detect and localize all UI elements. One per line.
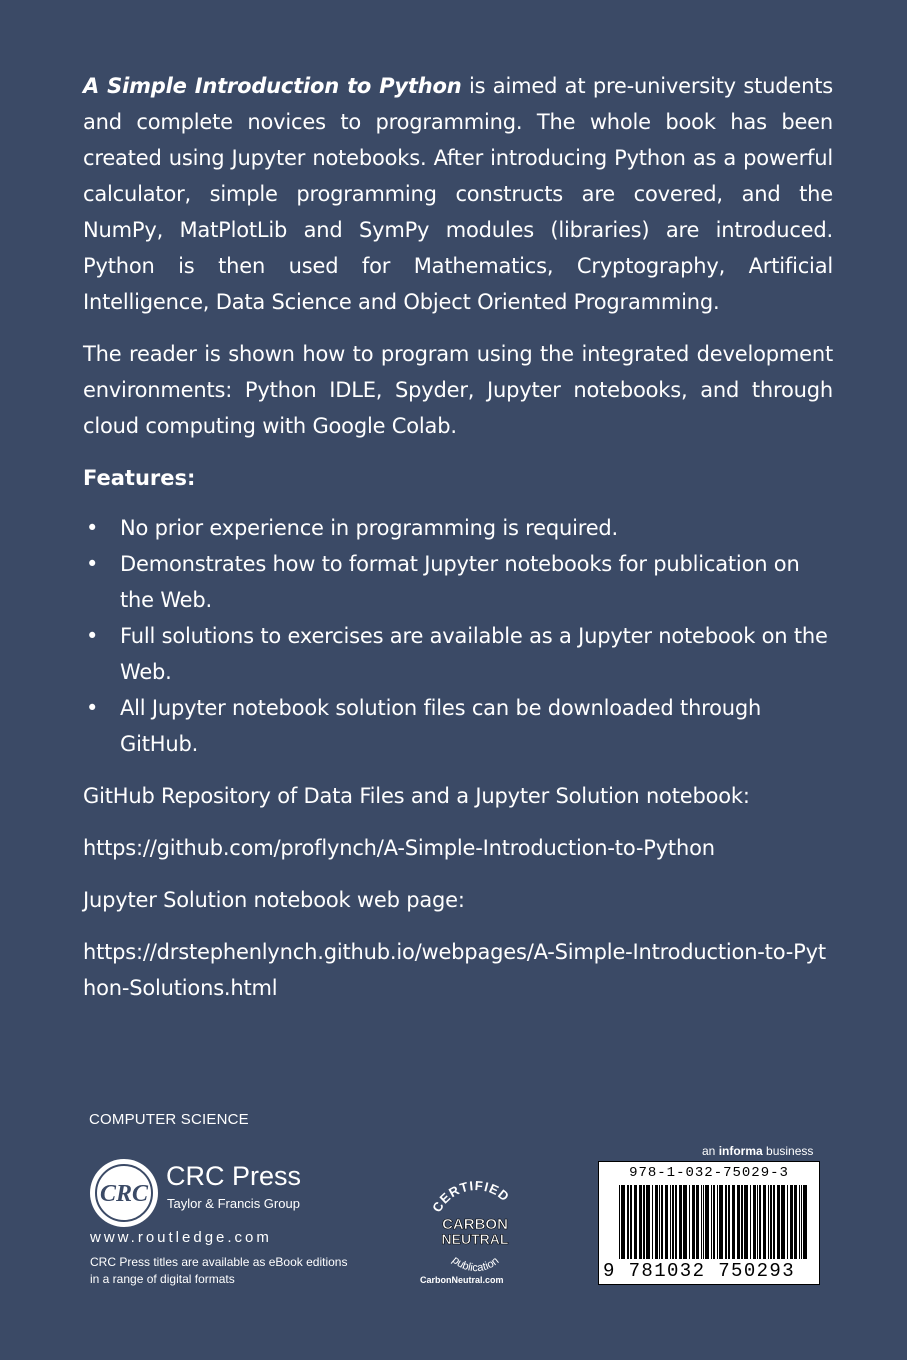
barcode-bar	[672, 1185, 674, 1259]
carbon-word: CARBON	[442, 1216, 508, 1233]
barcode-bar	[790, 1185, 793, 1259]
barcode-bar	[639, 1185, 642, 1259]
barcode-bar	[741, 1185, 743, 1259]
barcode-bar	[757, 1185, 758, 1259]
barcode-bar	[655, 1185, 658, 1259]
carbon-neutral-site: CarbonNeutral.com	[420, 1275, 504, 1285]
barcode-bar	[719, 1185, 723, 1259]
barcode-bar	[683, 1185, 687, 1259]
barcode-bar	[689, 1185, 690, 1259]
barcode-bar	[763, 1185, 766, 1259]
crc-logo-text: CRC	[99, 1181, 149, 1207]
barcode-bar	[777, 1185, 780, 1259]
features-list	[83, 510, 833, 762]
subject-category: COMPUTER SCIENCE	[89, 1111, 249, 1128]
barcode-bar	[750, 1185, 751, 1259]
barcode-bar	[713, 1185, 715, 1259]
informa-prefix: an	[702, 1144, 719, 1158]
carbon-certified-text: CERTIFIED	[429, 1177, 513, 1215]
barcode-bar	[728, 1185, 730, 1259]
barcode-bar	[803, 1185, 807, 1259]
feature-item: • Full solutions to exercises are available as a Jupyter notebook on the Web.	[83, 618, 833, 690]
barcode-bar	[781, 1185, 785, 1259]
description-text: is aimed at pre-university students and complete novices to programming. The whole book has been created using Jupyter notebooks. After introducing Python as a powerful calculator, simple programming constructs are covered, and the NumPy, MatPlotLib and SymPy modules (libraries) are introduced. Python is then used for Mathematics, Cryptography, Artificial Intelligence, Data Science and Object Oriented Programming.	[83, 74, 833, 314]
barcode-bar	[801, 1185, 802, 1259]
svg-text:CERTIFIED	[429, 1178, 513, 1215]
barcode-bar	[732, 1185, 735, 1259]
barcode-bar	[705, 1185, 709, 1259]
carbon-publication-text: publication	[449, 1254, 502, 1275]
publisher-name: CRC Press	[166, 1161, 302, 1191]
github-label: GitHub Repository of Data Files and a Jupyter Solution notebook:	[83, 784, 750, 808]
barcode-bar	[753, 1185, 756, 1259]
feature-item: • Demonstrates how to format Jupyter notebooks for publication on the Web.	[83, 546, 833, 618]
carbon-neutral-badge	[415, 1173, 535, 1291]
barcode-bar	[679, 1185, 682, 1259]
barcode-bar	[646, 1185, 650, 1259]
barcode-bar	[701, 1185, 702, 1259]
barcode-bar	[696, 1185, 699, 1259]
publisher-group: Taylor & Francis Group	[167, 1196, 300, 1211]
barcode-bar	[703, 1185, 704, 1259]
barcode-bar	[717, 1185, 718, 1259]
barcode-bar	[794, 1185, 797, 1259]
informa-suffix: business	[762, 1144, 814, 1158]
barcode-bar	[627, 1185, 629, 1259]
barcode-bar	[768, 1185, 769, 1259]
ebook-note: CRC Press titles are available as eBook editions in a range of digital formats	[90, 1255, 348, 1286]
informa-business	[702, 1144, 813, 1158]
barcode-bar	[799, 1185, 800, 1259]
crc-logo	[88, 1157, 160, 1229]
barcode-bar	[621, 1185, 625, 1259]
isbn-barcode-digits: 9 781032 750293	[603, 1260, 796, 1282]
barcode-bar	[619, 1185, 620, 1259]
barcode-bar	[692, 1185, 695, 1259]
barcode-bar	[787, 1185, 788, 1259]
ide-paragraph: The reader is shown how to program using the integrated development environments: Python IDLE, Spyder, Jupyter notebooks, and through cloud computing with Google Colab.	[83, 342, 833, 438]
barcode-bar	[759, 1185, 761, 1259]
features-heading: Features:	[83, 466, 196, 490]
barcode-bars	[619, 1185, 809, 1259]
barcode-bar	[737, 1185, 740, 1259]
github-url: https://github.com/proflynch/A-Simple-Introduction-to-Python	[83, 836, 715, 860]
barcode-bar	[652, 1185, 653, 1259]
barcode-bar	[675, 1185, 677, 1259]
barcode-bar	[665, 1185, 668, 1259]
webpage-url: https://drstephenlynch.github.io/webpages/A-Simple-Introduction-to-Python-Solutions.html	[83, 940, 826, 1000]
neutral-word: NEUTRAL	[441, 1231, 509, 1247]
publisher-website: www.routledge.com	[90, 1229, 272, 1246]
feature-item: • All Jupyter notebook solution files can be downloaded through GitHub.	[83, 690, 833, 762]
barcode-bar	[659, 1185, 660, 1259]
barcode-bar	[725, 1185, 727, 1259]
barcode-bar	[770, 1185, 772, 1259]
barcode-bar	[634, 1185, 637, 1259]
isbn-barcode-box	[598, 1161, 820, 1285]
webpage-label: Jupyter Solution notebook web page:	[83, 888, 465, 912]
feature-item: • No prior experience in programming is required.	[83, 510, 833, 546]
barcode-bar	[643, 1185, 645, 1259]
description-paragraph	[83, 68, 833, 320]
book-title: A Simple Introduction to Python	[83, 74, 462, 98]
barcode-bar	[711, 1185, 712, 1259]
informa-brand: informa	[718, 1144, 763, 1158]
barcode-bar	[773, 1185, 775, 1259]
barcode-bar	[744, 1185, 748, 1259]
barcode-bar	[630, 1185, 632, 1259]
svg-text:publication	[450, 1254, 502, 1274]
isbn-hyphenated: 978-1-032-75029-3	[629, 1165, 789, 1181]
back-cover-blurb	[83, 68, 833, 1006]
barcode-bar	[670, 1185, 671, 1259]
barcode-bar	[661, 1185, 663, 1259]
